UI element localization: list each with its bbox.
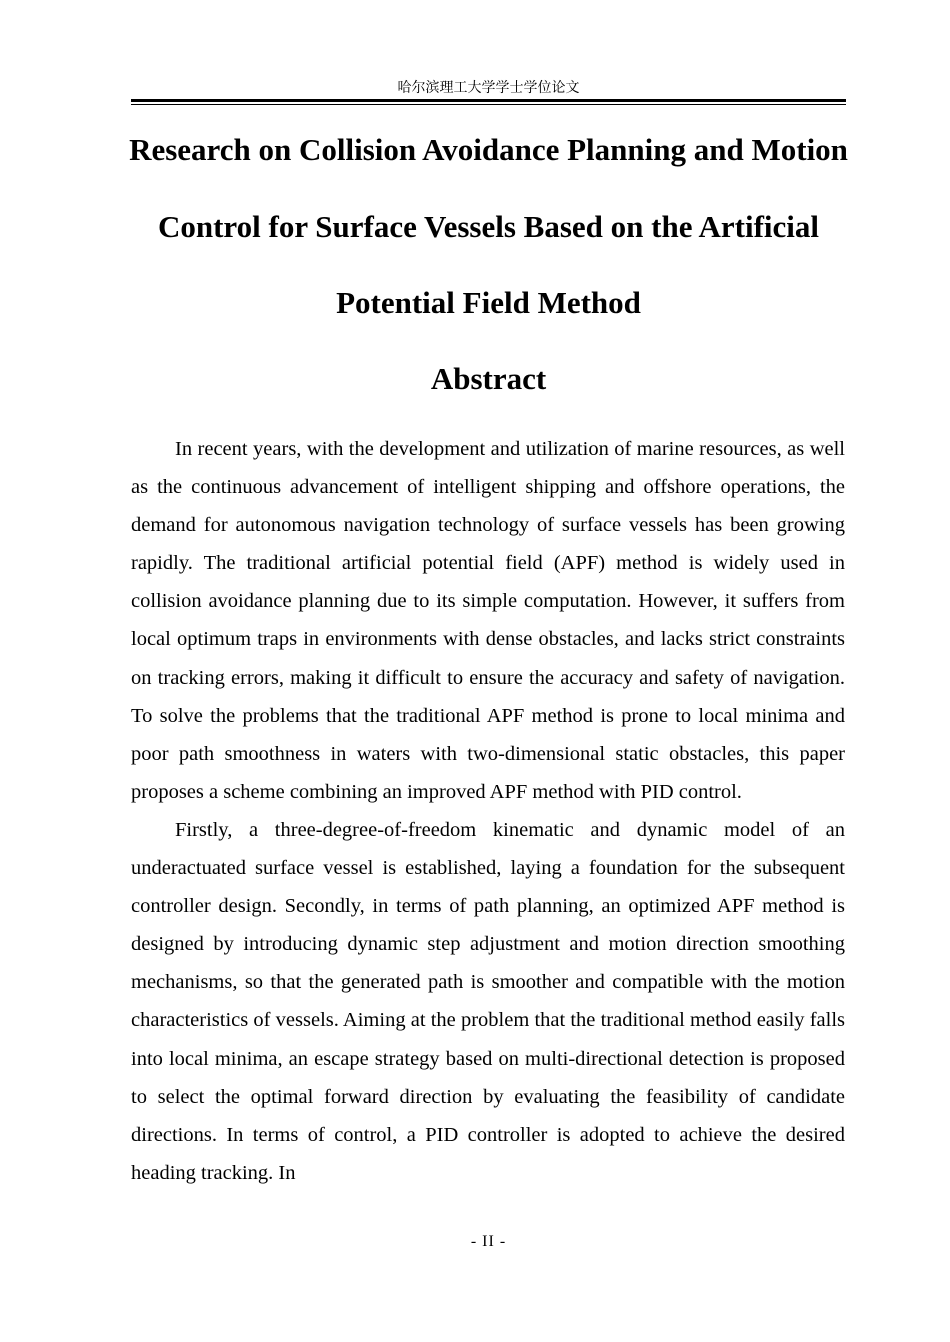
running-header: 哈尔滨理工大学学士学位论文	[397, 80, 580, 96]
abstract-heading: Abstract	[430, 361, 547, 396]
abstract-body	[131, 430, 845, 1192]
abstract-paragraph: Firstly, a three-degree-of-freedom kinematic and dynamic model of an underactuated surface vessel is established, laying a foundation for the subsequent controller design. Secondly, in terms of path planning, an optimized APF method is designed by introducing dynamic step adjustment and motion direction smoothing mechanisms, so that the generated path is smoother and compatible with the motion characteristics of vessels. Aiming at the problem that the traditional method easily falls into local minima, an escape strategy based on multi-directional detection is proposed to select the optimal forward direction by evaluating the feasibility of candidate directions. In terms of control, a PID controller is adopted to achieve the desired heading tracking. In	[131, 818, 845, 1184]
page-number: - II -	[470, 1233, 507, 1250]
thesis-title: Research on Collision Avoidance Planning and Motion Control for Surface Vessels Based on the Artificial Potential Field Method	[129, 132, 848, 320]
header-rule-thick	[131, 99, 846, 102]
abstract-paragraph: In recent years, with the development and utilization of marine resources, as well as the continuous advancement of intelligent shipping and offshore operations, the demand for autonomous navigation technology of surface vessels has been growing rapidly. The traditional artificial potential field (APF) method is widely used in collision avoidance planning due to its simple computation. However, it suffers from local optimum traps in environments with dense obstacles, and lacks strict constraints on tracking errors, making it difficult to ensure the accuracy and safety of navigation. To solve the problems that the traditional APF method is prone to local minima and poor path smoothness in waters with two-dimensional static obstacles, this paper proposes a scheme combining an improved APF method with PID control.	[131, 438, 845, 803]
header-rule-thin	[131, 104, 846, 105]
